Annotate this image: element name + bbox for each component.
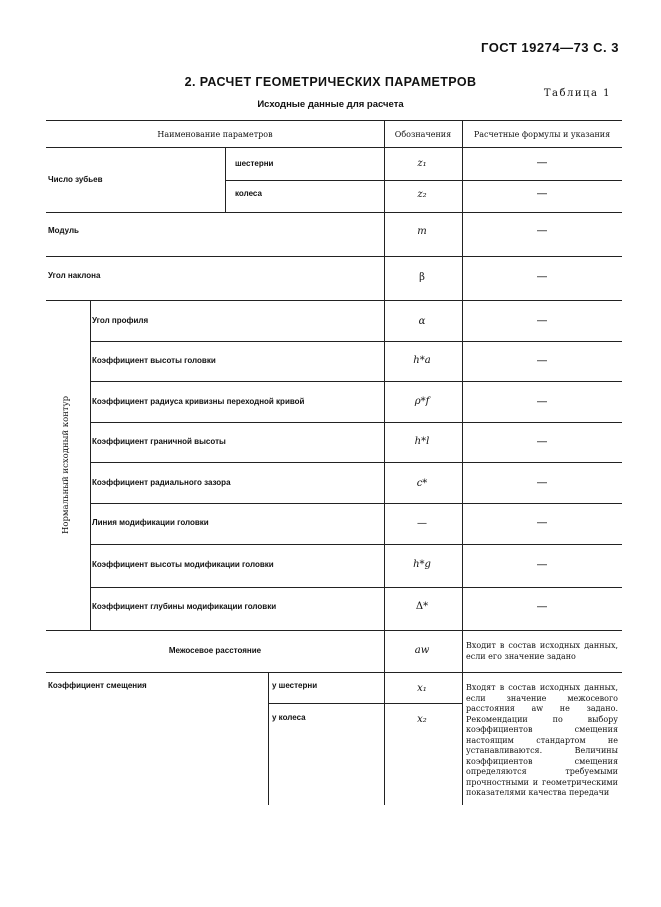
- formula-dash: —: [536, 314, 548, 327]
- radial-clearance-coefficient-label: Коэффициент радиального зазора: [92, 478, 231, 487]
- symbol-hl: h*l: [414, 436, 430, 447]
- center-distance-label: Межосевое расстояние: [168, 646, 262, 655]
- module-label: Модуль: [48, 226, 79, 235]
- column-header-symbol: Обозначения: [394, 130, 452, 139]
- formula-dash: —: [536, 187, 548, 200]
- group-label-normal-basic-rack: Нормальный исходный контур: [61, 395, 71, 535]
- symbol-dash: —: [417, 518, 427, 529]
- teeth-number-label: Число зубьев: [48, 175, 103, 184]
- profile-angle-label: Угол профиля: [92, 316, 149, 325]
- symbol-delta: Δ*: [415, 601, 429, 612]
- symbol-beta: β: [419, 272, 425, 283]
- section-title: 2. РАСЧЕТ ГЕОМЕТРИЧЕСКИХ ПАРАМЕТРОВ: [184, 75, 477, 89]
- tip-relief-line-label: Линия модификации головки: [92, 518, 209, 527]
- symbol-alpha: α: [418, 316, 426, 327]
- formula-dash: —: [536, 476, 548, 489]
- gear-label: колеса: [235, 189, 262, 198]
- symbol-m: m: [417, 226, 427, 237]
- symbol-z2: z₂: [417, 189, 427, 200]
- center-distance-note: Входит в состав исходных данных, если его значение задано: [466, 641, 618, 661]
- document-reference: ГОСТ 19274—73 С. 3: [481, 40, 619, 55]
- formula-dash: —: [536, 600, 548, 613]
- symbol-x1: x₁: [417, 683, 427, 694]
- symbol-x2: x₂: [417, 714, 427, 725]
- symbol-ha: h*a: [413, 355, 431, 366]
- column-header-name: Наименование параметров: [157, 130, 273, 139]
- tip-relief-height-coefficient-label: Коэффициент высоты модификации головки: [92, 560, 274, 569]
- formula-dash: —: [536, 156, 548, 169]
- table-label: Таблица 1: [543, 88, 611, 99]
- symbol-aw: aw: [414, 645, 430, 656]
- formula-dash: —: [536, 354, 548, 367]
- formula-dash: —: [536, 395, 548, 408]
- formula-dash: —: [536, 224, 548, 237]
- table-caption: Исходные данные для расчета: [257, 99, 404, 110]
- symbol-rho-f: ρ*f: [414, 396, 430, 407]
- helix-angle-label: Угол наклона: [48, 271, 101, 280]
- symbol-hg: h*g: [413, 559, 431, 570]
- tip-relief-depth-coefficient-label: Коэффициент глубины модификации головки: [92, 602, 277, 611]
- at-gear-label: у колеса: [272, 713, 306, 722]
- addendum-coefficient-label: Коэффициент высоты головки: [92, 356, 216, 365]
- symbol-z1: z₁: [417, 158, 427, 169]
- formula-dash: —: [536, 558, 548, 571]
- pinion-label: шестерни: [235, 159, 274, 168]
- symbol-c: c*: [416, 478, 428, 489]
- at-pinion-label: у шестерни: [272, 681, 318, 690]
- shift-coefficient-note: Входят в состав исходных данных, если значение межосевого расстояния aw не задано. Рекомендации по выбору коэффициентов смещения настоящим стандартом не устанавливаются. Величины коэффициентов смещения определяются требуемыми прочностными и геометрическими показателями качества передачи: [466, 683, 618, 797]
- formula-dash: —: [536, 270, 548, 283]
- formula-dash: —: [536, 516, 548, 529]
- shift-coefficient-label: Коэффициент смещения: [48, 681, 147, 690]
- formula-dash: —: [536, 435, 548, 448]
- column-header-formulas: Расчетные формулы и указания: [473, 130, 611, 139]
- fillet-radius-coefficient-label: Коэффициент радиуса кривизны переходной кривой: [92, 397, 305, 406]
- boundary-height-coefficient-label: Коэффициент граничной высоты: [92, 437, 226, 446]
